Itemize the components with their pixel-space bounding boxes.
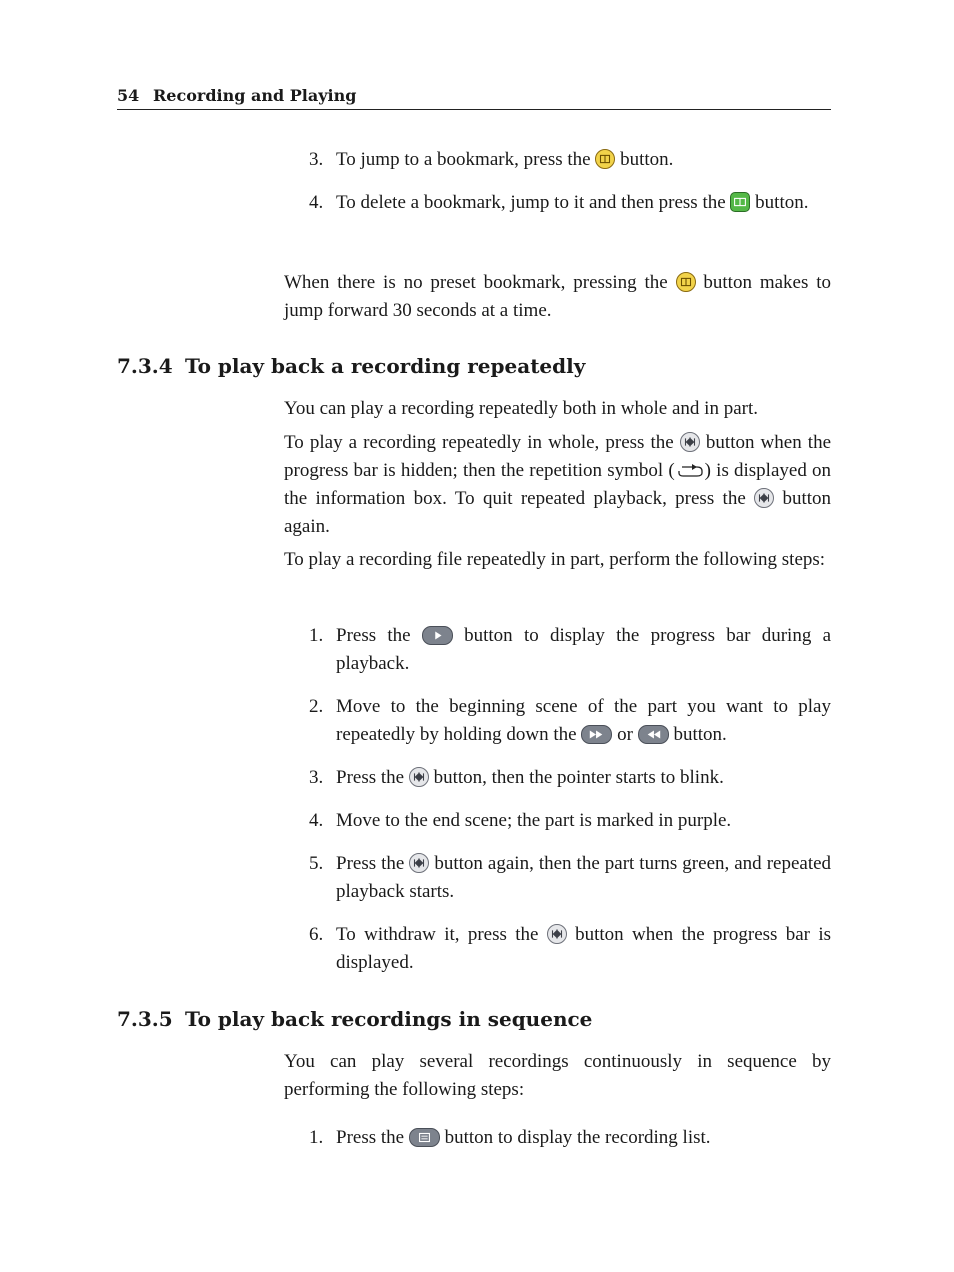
section-title: To play back a recording repeatedly bbox=[185, 354, 586, 378]
sequence-intro-paragraph bbox=[284, 1048, 831, 1104]
para-text: button again. bbox=[284, 488, 832, 537]
sequence-steps-list bbox=[284, 1124, 831, 1152]
repeat-steps-list bbox=[284, 622, 831, 977]
para-text: To play a recording file repeatedly in part, perform the following steps: bbox=[284, 549, 826, 570]
item-number: 4. bbox=[309, 810, 324, 831]
item-text: Move to the end scene; the part is marked in purple. bbox=[336, 810, 732, 831]
item-text: button. bbox=[620, 149, 674, 170]
bookmark-jump-icon bbox=[676, 272, 696, 292]
item-text: To delete a bookmark, jump to it and then press the bbox=[336, 192, 726, 213]
bookmark-steps-list bbox=[284, 146, 831, 217]
list-item bbox=[284, 921, 831, 977]
list-item bbox=[284, 764, 831, 792]
item-text: To withdraw it, press the bbox=[336, 924, 539, 945]
item-text: button to display the progress bar during a playback. bbox=[336, 625, 832, 674]
item-text: Press the bbox=[336, 767, 405, 788]
para-text: To play a recording repeatedly in whole, press the bbox=[284, 432, 674, 453]
rewind-icon bbox=[638, 725, 669, 744]
item-text: or bbox=[617, 724, 633, 745]
section-number: 7.3.4 bbox=[117, 354, 173, 378]
item-text: button. bbox=[755, 192, 809, 213]
repeat-part-paragraph bbox=[284, 546, 831, 574]
item-number: 4. bbox=[309, 192, 324, 213]
section-number: 7.3.5 bbox=[117, 1007, 173, 1031]
list-item bbox=[284, 189, 831, 217]
item-text: Move to the beginning scene of the part you want to play repeatedly by holding down the bbox=[336, 696, 831, 745]
item-number: 3. bbox=[309, 767, 324, 788]
repeat-button-icon bbox=[680, 432, 700, 452]
section-heading-735 bbox=[117, 1005, 592, 1033]
item-number: 1. bbox=[309, 1127, 324, 1148]
chapter-title: Recording and Playing bbox=[153, 86, 357, 105]
item-text: Press the bbox=[336, 625, 411, 646]
repetition-symbol-icon bbox=[675, 461, 705, 479]
list-item bbox=[284, 1124, 831, 1152]
item-text: To jump to a bookmark, press the bbox=[336, 149, 591, 170]
running-header bbox=[117, 86, 831, 110]
repeat-button-icon bbox=[409, 853, 429, 873]
list-item bbox=[284, 146, 831, 174]
section-title: To play back recordings in sequence bbox=[185, 1007, 593, 1031]
play-button-icon bbox=[422, 626, 453, 645]
para-text: You can play a recording repeatedly both in whole and in part. bbox=[284, 398, 758, 419]
bookmark-delete-icon bbox=[730, 192, 750, 212]
item-text: button. bbox=[673, 724, 727, 745]
repeat-button-icon bbox=[409, 767, 429, 787]
repeat-button-icon bbox=[547, 924, 567, 944]
item-text: button to display the recording list. bbox=[444, 1127, 711, 1148]
para-text: When there is no preset bookmark, pressing the bbox=[284, 272, 668, 293]
bookmark-jump-icon bbox=[595, 149, 615, 169]
repeat-whole-paragraph bbox=[284, 429, 831, 541]
section-heading-734 bbox=[117, 352, 585, 380]
item-number: 5. bbox=[309, 853, 324, 874]
list-item bbox=[284, 807, 831, 835]
preset-bookmark-paragraph bbox=[284, 269, 831, 325]
para-text: You can play several recordings continuously in sequence by performing the following steps: bbox=[284, 1051, 831, 1100]
item-text: button when the progress bar is displayed. bbox=[336, 924, 832, 973]
item-number: 1. bbox=[309, 625, 324, 646]
list-item bbox=[284, 622, 831, 678]
para-text: ) is displayed on the information box. To quit repeated playback, press the bbox=[284, 460, 831, 509]
list-button-icon bbox=[409, 1128, 440, 1147]
repeat-intro-paragraph bbox=[284, 395, 831, 423]
fast-forward-icon bbox=[581, 725, 612, 744]
item-text: Press the bbox=[336, 853, 405, 874]
repeat-button-icon bbox=[754, 488, 774, 508]
item-text: Press the bbox=[336, 1127, 405, 1148]
item-number: 2. bbox=[309, 696, 324, 717]
para-text: button makes to jump forward 30 seconds at a time. bbox=[284, 272, 831, 321]
item-text: button again, then the part turns green, and repeated playback starts. bbox=[336, 853, 832, 902]
item-number: 6. bbox=[309, 924, 324, 945]
item-text: button, then the pointer starts to blink. bbox=[433, 767, 724, 788]
page-number: 54 bbox=[117, 86, 140, 105]
para-text: button when the progress bar is hidden; then the repetition symbol ( bbox=[284, 432, 832, 481]
list-item bbox=[284, 850, 831, 906]
item-number: 3. bbox=[309, 149, 324, 170]
list-item bbox=[284, 693, 831, 749]
